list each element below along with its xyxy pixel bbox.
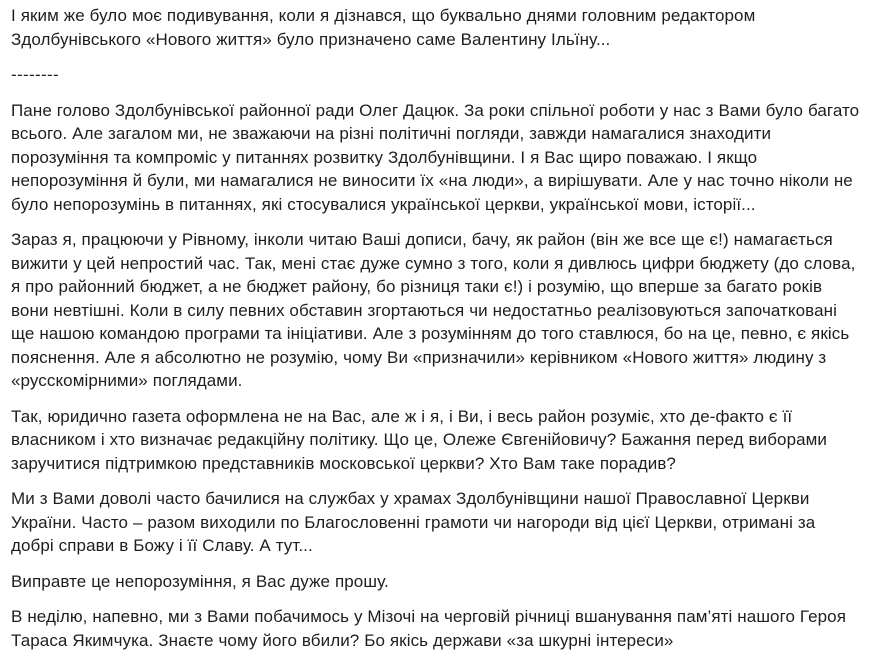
post-paragraph-newspaper: Так, юридично газета оформлена не на Вас, але ж і я, і Ви, і весь район розуміє, хто де-факто є її власником і хто визначає редакційну політику. Що це, Олеже Євгенійовичу? Бажання перед виборами заручитися підтримкою представників московської церкви? Хто Вам таке порадив?: [11, 406, 832, 473]
post-paragraph-budget: Зараз я, працюючи у Рівному, інколи читаю Ваші дописи, бачу, як район (він же все ще є!) намагається вижити у цей непростий час. Так, мені стає дуже сумно з того, коли я дивлюсь цифри бюджету (до слова, я про районний бюджет, а не бюджет району, бо різниця таки є!) і розумію, що вперше за багато років вони невтішні. Коли в силу певних обставин згортаються чи недостатньо реалізовуються започатковані ще нашою командою програми та ініціативи. Але з розумінням до того ставлюся, бо на це, певно, є якісь пояснення. Але я абсолютно не розумію, чому Ви «призначили» керівником «Нового життя» людину з «русскомірними» поглядами.: [11, 230, 861, 390]
post-paragraph-memorial: В неділю, напевно, ми з Вами побачимось у Мізочі на черговій річниці вшанування пам’яті нашого Героя Тараса Якимчука. Знаєте чому його вбили? Бо якісь держави «за шкурні інтереси»: [11, 607, 851, 650]
post-paragraph-church: Ми з Вами доволі часто бачилися на службах у храмах Здолбунівщини нашої Православної Церкви України. Часто – разом виходили по Благословенні грамоти чи нагороди від цієї Церкви, отримані за добрі справи в Божу і її Славу. А тут...: [11, 489, 821, 555]
post-paragraph-request: Виправте це непорозуміння, я Вас дуже прошу.: [11, 571, 389, 591]
post-paragraph-address: Пане голово Здолбунівської районної ради Олег Дацюк. За роки спільної роботи у нас з Вами було багато всього. Але загалом ми, не зважаючи на різні політичні погляди, завжди намагалися знаходити порозуміння та компроміс у питаннях розвитку Здолбунівщини. І я Вас щиро поважаю. І якщо непорозуміння й були, ми намагалися не виносити їх «на люди», а вирішувати. Але у нас точно ніколи не було непорозумінь в питаннях, які стосувалися української церкви, української мови, історії...: [11, 100, 865, 214]
post-paragraph-divider: --------: [11, 65, 60, 84]
post-paragraph-intro: І яким же було моє подивування, коли я дізнався, що буквально днями головним редактором Здолбунівського «Нового життя» було призначено саме Валентину Ільїну...: [11, 6, 761, 49]
